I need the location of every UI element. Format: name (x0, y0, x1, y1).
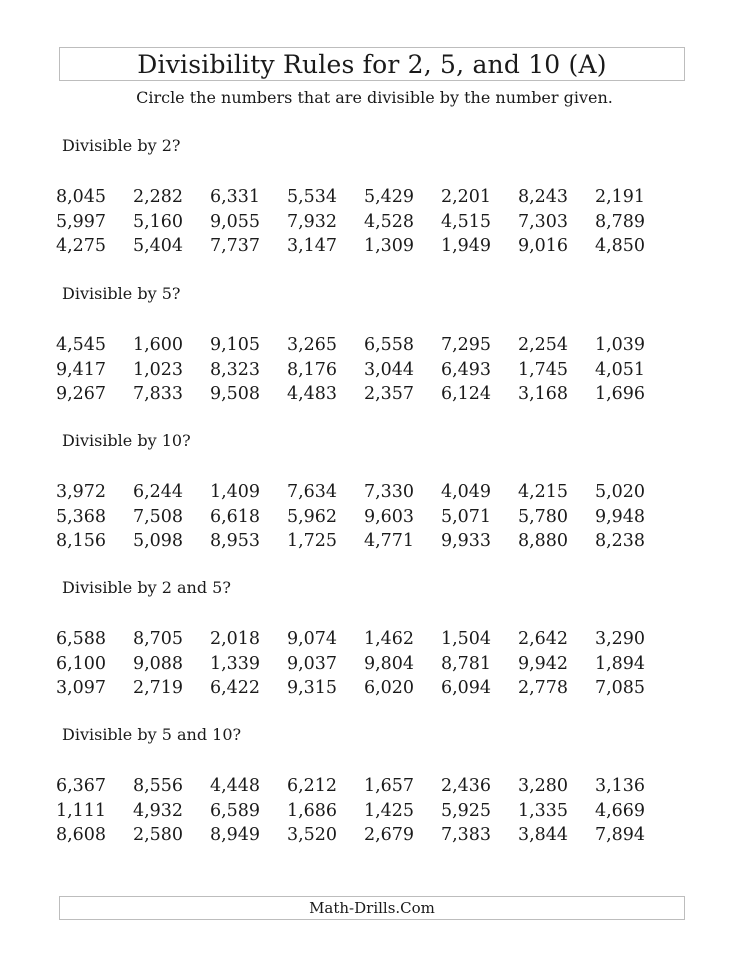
number-cell[interactable]: 2,201 (440, 187, 492, 207)
footer-text: Math-Drills.Com (309, 899, 435, 917)
number-cell[interactable]: 7,383 (440, 825, 492, 845)
number-cell[interactable]: 8,238 (594, 531, 646, 551)
number-cell[interactable]: 6,422 (209, 678, 261, 698)
number-row (55, 210, 722, 235)
number-cell[interactable]: 1,686 (286, 800, 338, 821)
instructions: Circle the numbers that are divisible by the number given. (136, 88, 613, 107)
section-4 (55, 577, 722, 698)
number-cell[interactable]: 1,339 (209, 653, 261, 674)
number-cell[interactable]: 8,156 (55, 531, 107, 551)
number-cell[interactable]: 4,850 (594, 236, 646, 256)
number-cell[interactable]: 3,136 (594, 776, 646, 796)
number-cell[interactable]: 8,949 (209, 825, 261, 845)
number-cell[interactable]: 2,679 (363, 825, 415, 845)
number-row (55, 529, 722, 554)
number-cell[interactable]: 6,212 (286, 776, 338, 796)
number-row (55, 505, 722, 530)
number-cell[interactable]: 6,124 (440, 384, 492, 404)
number-cell[interactable]: 4,528 (363, 211, 415, 232)
number-cell[interactable]: 1,039 (594, 335, 646, 355)
number-cell[interactable]: 4,771 (363, 531, 415, 551)
number-cell[interactable]: 1,504 (440, 629, 492, 649)
number-cell[interactable]: 5,071 (440, 506, 492, 527)
number-cell[interactable]: 7,737 (209, 236, 261, 256)
number-cell[interactable]: 7,894 (594, 825, 646, 845)
number-cell[interactable]: 9,016 (517, 236, 569, 256)
number-grid (55, 185, 722, 259)
number-cell[interactable]: 8,705 (132, 629, 184, 649)
number-cell[interactable]: 1,111 (55, 800, 107, 821)
number-cell[interactable]: 2,642 (517, 629, 569, 649)
number-cell[interactable]: 9,105 (209, 335, 261, 355)
number-grid (55, 480, 722, 554)
number-cell[interactable]: 1,600 (132, 335, 184, 355)
number-cell[interactable]: 6,094 (440, 678, 492, 698)
number-cell[interactable]: 6,558 (363, 335, 415, 355)
number-row (55, 234, 722, 259)
number-cell[interactable]: 1,425 (363, 800, 415, 821)
number-row (55, 627, 722, 652)
number-cell[interactable]: 4,483 (286, 384, 338, 404)
number-cell[interactable]: 6,493 (440, 359, 492, 380)
section-2 (55, 283, 722, 404)
number-cell[interactable]: 9,315 (286, 678, 338, 698)
number-cell[interactable]: 5,534 (286, 187, 338, 207)
number-cell[interactable]: 6,020 (363, 678, 415, 698)
number-cell[interactable]: 7,833 (132, 384, 184, 404)
number-cell[interactable]: 8,323 (209, 359, 261, 380)
number-cell[interactable]: 5,160 (132, 211, 184, 232)
number-grid (55, 333, 722, 407)
section-heading: Divisible by 10? (62, 431, 191, 450)
number-cell[interactable]: 5,404 (132, 236, 184, 256)
number-cell[interactable]: 5,429 (363, 187, 415, 207)
number-cell[interactable]: 6,100 (55, 653, 107, 674)
number-cell[interactable]: 2,436 (440, 776, 492, 796)
number-cell[interactable]: 8,243 (517, 187, 569, 207)
number-row (55, 480, 722, 505)
number-cell[interactable]: 5,368 (55, 506, 107, 527)
number-cell[interactable]: 1,023 (132, 359, 184, 380)
number-cell[interactable]: 9,948 (594, 506, 646, 527)
number-cell[interactable]: 2,254 (517, 335, 569, 355)
number-cell[interactable]: 5,925 (440, 800, 492, 821)
number-cell[interactable]: 1,409 (209, 482, 261, 502)
number-row (55, 774, 722, 799)
number-cell[interactable]: 9,508 (209, 384, 261, 404)
number-cell[interactable]: 6,367 (55, 776, 107, 796)
number-cell[interactable]: 3,147 (286, 236, 338, 256)
number-cell[interactable]: 2,778 (517, 678, 569, 698)
number-cell[interactable]: 7,508 (132, 506, 184, 527)
number-grid (55, 774, 722, 848)
number-row (55, 676, 722, 701)
number-cell[interactable]: 9,267 (55, 384, 107, 404)
number-cell[interactable]: 3,265 (286, 335, 338, 355)
number-row (55, 358, 722, 383)
number-cell[interactable]: 3,280 (517, 776, 569, 796)
number-cell[interactable]: 9,417 (55, 359, 107, 380)
section-heading: Divisible by 5? (62, 284, 181, 303)
number-cell[interactable]: 1,949 (440, 236, 492, 256)
number-cell[interactable]: 5,780 (517, 506, 569, 527)
number-cell[interactable]: 3,044 (363, 359, 415, 380)
number-cell[interactable]: 6,588 (55, 629, 107, 649)
number-cell[interactable]: 9,074 (286, 629, 338, 649)
number-cell[interactable]: 4,275 (55, 236, 107, 256)
number-row (55, 823, 722, 848)
number-cell[interactable]: 2,580 (132, 825, 184, 845)
number-cell[interactable]: 5,020 (594, 482, 646, 502)
section-1 (55, 135, 722, 256)
number-cell[interactable]: 8,608 (55, 825, 107, 845)
number-cell[interactable]: 3,972 (55, 482, 107, 502)
number-cell[interactable]: 2,282 (132, 187, 184, 207)
number-cell[interactable]: 4,049 (440, 482, 492, 502)
number-cell[interactable]: 4,515 (440, 211, 492, 232)
number-cell[interactable]: 9,603 (363, 506, 415, 527)
section-heading: Divisible by 5 and 10? (62, 725, 242, 744)
number-cell[interactable]: 6,244 (132, 482, 184, 502)
number-row (55, 333, 722, 358)
number-cell[interactable]: 3,520 (286, 825, 338, 845)
worksheet-title: Divisibility Rules for 2, 5, and 10 (A) (137, 49, 607, 79)
number-cell[interactable]: 8,781 (440, 653, 492, 674)
number-cell[interactable]: 7,085 (594, 678, 646, 698)
number-cell[interactable]: 1,696 (594, 384, 646, 404)
number-cell[interactable]: 9,037 (286, 653, 338, 674)
number-cell[interactable]: 9,804 (363, 653, 415, 674)
number-cell[interactable]: 4,448 (209, 776, 261, 796)
number-cell[interactable]: 8,789 (594, 211, 646, 232)
number-cell[interactable]: 2,018 (209, 629, 261, 649)
number-cell[interactable]: 3,844 (517, 825, 569, 845)
number-row (55, 382, 722, 407)
number-cell[interactable]: 7,303 (517, 211, 569, 232)
number-cell[interactable]: 6,331 (209, 187, 261, 207)
number-cell[interactable]: 4,669 (594, 800, 646, 821)
number-cell[interactable]: 1,335 (517, 800, 569, 821)
number-cell[interactable]: 5,098 (132, 531, 184, 551)
number-cell[interactable]: 8,045 (55, 187, 107, 207)
number-cell[interactable]: 3,097 (55, 678, 107, 698)
section-5 (55, 724, 722, 845)
section-3 (55, 430, 722, 551)
number-cell[interactable]: 9,933 (440, 531, 492, 551)
number-cell[interactable]: 5,962 (286, 506, 338, 527)
number-cell[interactable]: 5,997 (55, 211, 107, 232)
number-cell[interactable]: 9,942 (517, 653, 569, 674)
section-heading: Divisible by 2? (62, 136, 181, 155)
title-box (59, 47, 685, 81)
number-cell[interactable]: 3,168 (517, 384, 569, 404)
number-row (55, 185, 722, 210)
number-cell[interactable]: 1,894 (594, 653, 646, 674)
number-cell[interactable]: 3,290 (594, 629, 646, 649)
number-cell[interactable]: 9,088 (132, 653, 184, 674)
number-cell[interactable]: 1,745 (517, 359, 569, 380)
number-row (55, 652, 722, 677)
number-cell[interactable]: 2,719 (132, 678, 184, 698)
number-cell[interactable]: 4,932 (132, 800, 184, 821)
section-heading: Divisible by 2 and 5? (62, 578, 231, 597)
number-cell[interactable]: 8,556 (132, 776, 184, 796)
number-cell[interactable]: 6,618 (209, 506, 261, 527)
number-cell[interactable]: 7,330 (363, 482, 415, 502)
number-cell[interactable]: 9,055 (209, 211, 261, 232)
number-grid (55, 627, 722, 701)
number-cell[interactable]: 7,932 (286, 211, 338, 232)
number-cell[interactable]: 4,545 (55, 335, 107, 355)
number-cell[interactable]: 1,462 (363, 629, 415, 649)
number-cell[interactable]: 4,215 (517, 482, 569, 502)
number-row (55, 799, 722, 824)
number-cell[interactable]: 7,634 (286, 482, 338, 502)
number-cell[interactable]: 2,357 (363, 384, 415, 404)
number-cell[interactable]: 1,725 (286, 531, 338, 551)
number-cell[interactable]: 2,191 (594, 187, 646, 207)
number-cell[interactable]: 6,589 (209, 800, 261, 821)
number-cell[interactable]: 1,657 (363, 776, 415, 796)
number-cell[interactable]: 1,309 (363, 236, 415, 256)
number-cell[interactable]: 8,176 (286, 359, 338, 380)
number-cell[interactable]: 4,051 (594, 359, 646, 380)
number-cell[interactable]: 8,953 (209, 531, 261, 551)
footer-box (59, 896, 685, 920)
number-cell[interactable]: 7,295 (440, 335, 492, 355)
number-cell[interactable]: 8,880 (517, 531, 569, 551)
